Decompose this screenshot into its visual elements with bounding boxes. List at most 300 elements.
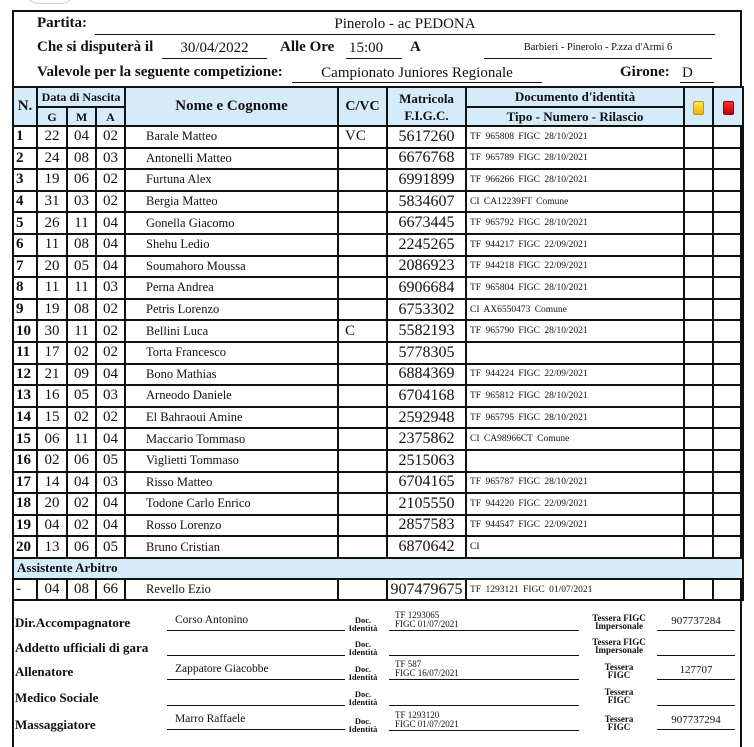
player-name: Bruno Cristian	[125, 536, 338, 558]
yellow-card-cell	[684, 234, 713, 256]
red-card-cell	[713, 126, 743, 148]
birth-day: 24	[37, 148, 67, 170]
girone-label: Girone:	[620, 64, 670, 80]
birth-year: 04	[96, 212, 125, 234]
document: TF 944218 FIGC 22/09/2021	[466, 256, 684, 278]
birth-year: 04	[96, 515, 125, 537]
birth-month: 11	[67, 428, 96, 450]
player-name: Rosso Lorenzo	[125, 515, 338, 537]
yellow-card-cell	[684, 212, 713, 234]
staff-role: Massaggiatore	[15, 717, 96, 732]
ora-label: Alle Ore	[280, 39, 335, 55]
doc-value	[389, 636, 579, 656]
birth-month: 11	[67, 277, 96, 299]
player-row	[13, 191, 743, 213]
player-row	[13, 234, 743, 256]
red-card-cell	[713, 191, 743, 213]
doc-label-line2: Identità	[348, 623, 378, 633]
red-card-cell	[713, 299, 743, 321]
partita-field: Pinerolo - ac PEDONA	[95, 16, 715, 35]
player-number: 8	[13, 277, 37, 299]
col-header-yellow-card	[684, 87, 713, 126]
birth-month: 03	[67, 191, 96, 213]
matricola: 6753302	[387, 299, 466, 321]
red-card-cell	[713, 148, 743, 170]
player-number: 3	[13, 169, 37, 191]
yellow-card-cell	[684, 364, 713, 386]
tessera-value	[657, 690, 735, 706]
birth-day: 04	[37, 515, 67, 537]
red-card-cell	[713, 256, 743, 278]
player-number: 2	[13, 148, 37, 170]
birth-day: 13	[37, 536, 67, 558]
doc-line2: FIGC 01/07/2021	[395, 619, 459, 629]
player-row	[13, 493, 743, 515]
red-card-icon	[723, 101, 734, 115]
red-card-cell	[713, 515, 743, 537]
captain-field	[338, 536, 387, 558]
partita-label: Partita:	[37, 15, 87, 31]
birth-day: 20	[37, 256, 67, 278]
matricola: 2105550	[387, 493, 466, 515]
birth-year: 03	[96, 472, 125, 494]
matricola: 5834607	[387, 191, 466, 213]
doc-label-line1: Doc.	[354, 664, 372, 674]
yellow-card-cell	[684, 450, 713, 472]
document: TF 944217 FIGC 22/09/2021	[466, 234, 684, 256]
birth-month: 02	[67, 515, 96, 537]
player-row	[13, 364, 743, 386]
tessera-label-line2: Impersonale	[595, 645, 643, 655]
yellow-card-cell	[684, 126, 713, 148]
matricola: 5582193	[387, 320, 466, 342]
document: TF 965812 FIGC 28/10/2021	[466, 385, 684, 407]
matricola: 2245265	[387, 234, 466, 256]
player-number: 9	[13, 299, 37, 321]
birth-month: 08	[67, 148, 96, 170]
tessera-label	[585, 715, 653, 731]
competizione-field: Campionato Juniores Regionale	[292, 65, 542, 83]
captain-field: C	[338, 320, 387, 342]
birth-month: 04	[67, 472, 96, 494]
col-header-n: N.	[13, 87, 37, 126]
staff-name	[167, 639, 345, 656]
doc-value	[389, 660, 579, 680]
staff-name: Marro Raffaele	[167, 713, 345, 730]
birth-day: 15	[37, 407, 67, 429]
girone-field: D	[680, 65, 714, 83]
data-field: 30/04/2022	[162, 40, 267, 59]
doc-label-line2: Identità	[348, 697, 378, 707]
birth-month: 09	[67, 364, 96, 386]
document: TF 944224 FIGC 22/09/2021	[466, 364, 684, 386]
birth-day: 11	[37, 234, 67, 256]
staff-name: Corso Antonino	[167, 614, 345, 631]
player-name: Bellini Luca	[125, 320, 338, 342]
captain-field: VC	[338, 126, 387, 148]
birth-day: 02	[37, 450, 67, 472]
yellow-card-cell	[684, 320, 713, 342]
birth-year: 02	[96, 191, 125, 213]
tessera-label-line2: FIGC	[607, 722, 631, 732]
captain-field	[338, 515, 387, 537]
roster-body	[13, 126, 743, 600]
matricola: 5617260	[387, 126, 466, 148]
player-name: Viglietti Tommaso	[125, 450, 338, 472]
red-card-cell	[713, 342, 743, 364]
red-card-cell	[713, 579, 743, 601]
matricola: 2857583	[387, 515, 466, 537]
doc-value	[389, 686, 579, 706]
captain-field	[338, 472, 387, 494]
matricola: 6704165	[387, 472, 466, 494]
yellow-card-cell	[684, 472, 713, 494]
red-card-cell	[713, 472, 743, 494]
player-name: Risso Matteo	[125, 472, 338, 494]
staff-row-allenatore	[12, 660, 742, 684]
doc-identita-label	[340, 690, 386, 706]
player-name: El Bahraoui Amine	[125, 407, 338, 429]
birth-month: 11	[67, 212, 96, 234]
player-number: 6	[13, 234, 37, 256]
player-row	[13, 299, 743, 321]
matricola: 6906684	[387, 277, 466, 299]
document: TF 944547 FIGC 22/09/2021	[466, 515, 684, 537]
document: TF 965804 FIGC 28/10/2021	[466, 277, 684, 299]
tessera-label-line1: Tessera FIGC	[592, 613, 646, 623]
player-number: 16	[13, 450, 37, 472]
captain-field	[338, 169, 387, 191]
tessera-label	[585, 663, 653, 679]
birth-year: 04	[96, 234, 125, 256]
birth-year: 03	[96, 277, 125, 299]
col-header-mese: M	[67, 107, 96, 126]
captain-field	[338, 148, 387, 170]
birth-month: 02	[67, 407, 96, 429]
birth-month: 08	[67, 234, 96, 256]
yellow-card-cell	[684, 515, 713, 537]
birth-day: 11	[37, 277, 67, 299]
assistente-name: Revello Ezio	[125, 579, 338, 601]
yellow-card-cell	[684, 256, 713, 278]
matricola: 2375862	[387, 428, 466, 450]
player-row	[13, 450, 743, 472]
birth-month: 08	[67, 579, 96, 601]
document: TF 965787 FIGC 28/10/2021	[466, 472, 684, 494]
tessera-value: 907737294	[657, 714, 735, 730]
doc-value	[389, 611, 579, 631]
red-card-cell	[713, 169, 743, 191]
staff-role: Allenatore	[15, 664, 74, 679]
yellow-card-icon	[693, 101, 704, 115]
document: CI CA12239FT Comune	[466, 191, 684, 213]
staff-role: Medico Sociale	[15, 690, 99, 705]
birth-month: 04	[67, 126, 96, 148]
birth-year: 02	[96, 126, 125, 148]
col-header-cvc: C/VC	[338, 87, 387, 126]
player-name: Antonelli Matteo	[125, 148, 338, 170]
staff-row-massaggiatore	[12, 711, 742, 735]
captain-field	[338, 234, 387, 256]
birth-day: 17	[37, 342, 67, 364]
doc-identita-label	[340, 717, 386, 733]
matricola: 907479675	[387, 579, 466, 601]
birth-year: 66	[96, 579, 125, 601]
player-number: 15	[13, 428, 37, 450]
tessera-label-line1: Tessera	[604, 687, 634, 697]
birth-year: 02	[96, 407, 125, 429]
player-row	[13, 342, 743, 364]
data-label: Che si disputerà il	[37, 39, 154, 55]
doc-identita-label	[340, 640, 386, 656]
yellow-card-cell	[684, 277, 713, 299]
doc-line2: FIGC 16/07/2021	[395, 668, 459, 678]
player-row	[13, 536, 743, 558]
assistente-section-row	[13, 558, 743, 579]
player-name: Torta Francesco	[125, 342, 338, 364]
player-row	[13, 515, 743, 537]
col-header-nome: Nome e Cognome	[125, 87, 338, 126]
tessera-label-line1: Tessera FIGC	[592, 637, 646, 647]
assistente-number: -	[13, 579, 37, 601]
staff-role: Dir.Accompagnatore	[15, 615, 131, 630]
birth-year: 04	[96, 364, 125, 386]
red-card-cell	[713, 450, 743, 472]
player-name: Shehu Ledio	[125, 234, 338, 256]
birth-day: 20	[37, 493, 67, 515]
col-header-data-nascita: Data di Nascita	[37, 87, 125, 107]
col-header-anno: A	[96, 107, 125, 126]
doc-label-line1: Doc.	[354, 716, 372, 726]
red-card-cell	[713, 277, 743, 299]
player-number: 19	[13, 515, 37, 537]
roster-table	[12, 86, 744, 601]
col-header-tipo: Tipo - Numero - Rilascio	[466, 107, 684, 126]
red-card-cell	[713, 493, 743, 515]
col-header-giorno: G	[37, 107, 67, 126]
doc-label-line1: Doc.	[354, 639, 372, 649]
luogo-field: Barbieri - Pinerolo - P.zza d'Armi 6	[484, 41, 712, 59]
doc-label-line2: Identità	[348, 672, 378, 682]
matricola: 6676768	[387, 148, 466, 170]
doc-value	[389, 711, 579, 731]
yellow-card-cell	[684, 407, 713, 429]
document: TF 966266 FIGC 28/10/2021	[466, 169, 684, 191]
player-number: 7	[13, 256, 37, 278]
player-number: 13	[13, 385, 37, 407]
captain-field	[338, 450, 387, 472]
staff-row-dir-accompagnatore	[12, 611, 742, 635]
yellow-card-cell	[684, 428, 713, 450]
red-card-cell	[713, 212, 743, 234]
doc-label-line2: Identità	[348, 724, 378, 734]
birth-year: 02	[96, 320, 125, 342]
birth-year: 05	[96, 450, 125, 472]
matricola: 6870642	[387, 536, 466, 558]
yellow-card-cell	[684, 493, 713, 515]
tessera-label-line1: Tessera	[604, 662, 634, 672]
player-name: Gonella Giacomo	[125, 212, 338, 234]
red-card-cell	[713, 234, 743, 256]
document: TF 965795 FIGC 28/10/2021	[466, 407, 684, 429]
yellow-card-cell	[684, 191, 713, 213]
doc-line1: TF 1293065	[395, 610, 440, 620]
top-tab-edge	[25, 0, 75, 4]
birth-day: 04	[37, 579, 67, 601]
yellow-card-cell	[684, 579, 713, 601]
document: CI AX6550473 Comune	[466, 299, 684, 321]
matricola: 6704168	[387, 385, 466, 407]
player-number: 11	[13, 342, 37, 364]
tessera-value: 907737284	[657, 615, 735, 631]
player-number: 18	[13, 493, 37, 515]
matricola: 6884369	[387, 364, 466, 386]
assistente-section-label: Assistente Arbitro	[13, 558, 743, 579]
birth-day: 30	[37, 320, 67, 342]
player-row	[13, 385, 743, 407]
player-name: Perna Andrea	[125, 277, 338, 299]
birth-month: 06	[67, 169, 96, 191]
tessera-label	[585, 638, 653, 654]
birth-year: 02	[96, 299, 125, 321]
player-name: Bergia Matteo	[125, 191, 338, 213]
birth-day: 19	[37, 299, 67, 321]
col-header-matricola-line2: F.I.G.C.	[404, 107, 449, 123]
player-row	[13, 472, 743, 494]
red-card-cell	[713, 407, 743, 429]
player-row	[13, 428, 743, 450]
player-row	[13, 126, 743, 148]
birth-year: 04	[96, 256, 125, 278]
player-name: Furtuna Alex	[125, 169, 338, 191]
player-number: 4	[13, 191, 37, 213]
yellow-card-cell	[684, 536, 713, 558]
tessera-value	[657, 640, 735, 656]
player-name: Barale Matteo	[125, 126, 338, 148]
document: CI CA98966CT Comune	[466, 428, 684, 450]
red-card-cell	[713, 385, 743, 407]
player-name: Bono Mathias	[125, 364, 338, 386]
tessera-label-line2: FIGC	[607, 695, 631, 705]
staff-row-medico-sociale	[12, 686, 742, 710]
doc-line2: FIGC 01/07/2021	[395, 719, 459, 729]
tessera-label-line2: Impersonale	[595, 621, 643, 631]
player-row	[13, 212, 743, 234]
birth-day: 21	[37, 364, 67, 386]
matricola: 6991899	[387, 169, 466, 191]
staff-role: Addetto ufficiali di gara	[15, 640, 149, 655]
doc-label-line1: Doc.	[354, 689, 372, 699]
player-number: 1	[13, 126, 37, 148]
player-number: 17	[13, 472, 37, 494]
birth-day: 26	[37, 212, 67, 234]
document	[466, 342, 684, 364]
tessera-label-line2: FIGC	[607, 670, 631, 680]
captain-field	[338, 385, 387, 407]
captain-field	[338, 299, 387, 321]
birth-year: 03	[96, 148, 125, 170]
birth-month: 02	[67, 342, 96, 364]
birth-year: 05	[96, 536, 125, 558]
document: CI	[466, 536, 684, 558]
yellow-card-cell	[684, 342, 713, 364]
birth-day: 19	[37, 169, 67, 191]
matricola: 2592948	[387, 407, 466, 429]
matricola: 2515063	[387, 450, 466, 472]
staff-name	[167, 689, 345, 706]
birth-month: 05	[67, 385, 96, 407]
red-card-cell	[713, 536, 743, 558]
player-name: Arneodo Daniele	[125, 385, 338, 407]
birth-day: 06	[37, 428, 67, 450]
document	[466, 450, 684, 472]
ora-field: 15:00	[346, 40, 402, 59]
document: TF 965808 FIGC 28/10/2021	[466, 126, 684, 148]
birth-day: 22	[37, 126, 67, 148]
player-number: 12	[13, 364, 37, 386]
yellow-card-cell	[684, 169, 713, 191]
doc-line1: TF 587	[395, 659, 422, 669]
birth-month: 06	[67, 536, 96, 558]
player-number: 10	[13, 320, 37, 342]
birth-year: 04	[96, 428, 125, 450]
birth-year: 02	[96, 342, 125, 364]
birth-day: 31	[37, 191, 67, 213]
col-header-red-card	[713, 87, 743, 126]
player-row	[13, 169, 743, 191]
matricola: 2086923	[387, 256, 466, 278]
yellow-card-cell	[684, 385, 713, 407]
matricola: 6673445	[387, 212, 466, 234]
doc-identita-label	[340, 616, 386, 632]
tessera-label	[585, 614, 653, 630]
player-name: Soumahoro Moussa	[125, 256, 338, 278]
player-name: Petris Lorenzo	[125, 299, 338, 321]
staff-name: Zappatore Giacobbe	[167, 663, 345, 680]
col-header-documento: Documento d'identità	[466, 87, 684, 107]
tessera-value: 127707	[657, 664, 735, 680]
document: TF 944220 FIGC 22/09/2021	[466, 493, 684, 515]
birth-day: 14	[37, 472, 67, 494]
assistente-row	[13, 579, 743, 601]
player-row	[13, 320, 743, 342]
player-number: 14	[13, 407, 37, 429]
tessera-label-line1: Tessera	[604, 714, 634, 724]
birth-month: 02	[67, 493, 96, 515]
doc-line1: TF 1293120	[395, 710, 440, 720]
document: TF 965790 FIGC 28/10/2021	[466, 320, 684, 342]
birth-year: 02	[96, 169, 125, 191]
player-row	[13, 277, 743, 299]
red-card-cell	[713, 428, 743, 450]
birth-year: 03	[96, 385, 125, 407]
birth-month: 05	[67, 256, 96, 278]
col-header-matricola-line1: Matricola	[399, 90, 454, 106]
captain-field	[338, 256, 387, 278]
captain-field	[338, 191, 387, 213]
yellow-card-cell	[684, 148, 713, 170]
document: TF 965789 FIGC 28/10/2021	[466, 148, 684, 170]
birth-month: 06	[67, 450, 96, 472]
staff-row-addetto-ufficiali	[12, 636, 742, 660]
player-row	[13, 407, 743, 429]
doc-identita-label	[340, 665, 386, 681]
birth-month: 08	[67, 299, 96, 321]
player-name: Todone Carlo Enrico	[125, 493, 338, 515]
player-row	[13, 256, 743, 278]
player-number: 5	[13, 212, 37, 234]
player-row	[13, 148, 743, 170]
